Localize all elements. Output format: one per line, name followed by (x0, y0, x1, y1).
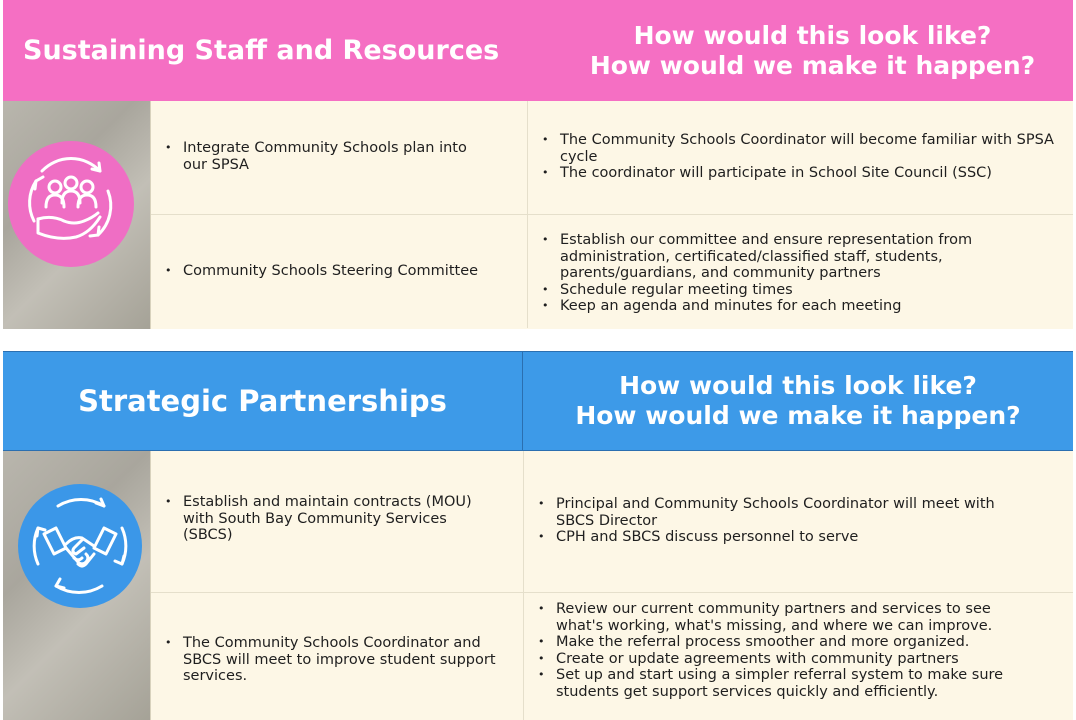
list-item: • Set up and start using a simpler referral system to make sure students get support services quickly and efficiently. (556, 667, 1036, 700)
list-item: • The Community Schools Coordinator and SBCS will meet to improve student support services. (183, 635, 508, 685)
section-rows (150, 451, 1073, 720)
question-line-1: How would this look like? (619, 371, 977, 400)
goal-cell (151, 451, 524, 592)
list-item: • Review our current community partners and services to see what's working, what's missing, and where we can improve. (556, 601, 1036, 634)
list-item: • Create or update agreements with community partners (556, 651, 1036, 668)
section-question (552, 0, 1073, 101)
actions-cell (528, 215, 1073, 328)
table-row (151, 215, 1073, 328)
section-title: Strategic Partnerships (3, 352, 523, 450)
goal-cell (151, 593, 524, 720)
sustaining-staff-section (3, 0, 1073, 329)
table-row (151, 101, 1073, 215)
list-item: • CPH and SBCS discuss personnel to serve (556, 529, 1026, 546)
list-item: • Community Schools Steering Committee (183, 263, 513, 280)
list-item: • Make the referral process smoother and more organized. (556, 634, 1036, 651)
community-hands-icon (8, 141, 134, 267)
actions-cell (524, 451, 1073, 592)
section-header (3, 351, 1073, 451)
list-item: • Establish our committee and ensure representation from administration, certificated/classified staff, students, parents/guardians, and community partners (560, 232, 1040, 282)
table-row (151, 593, 1073, 720)
question-line-2: How would we make it happen? (589, 50, 1036, 80)
goal-cell (151, 101, 528, 214)
list-item: • Integrate Community Schools plan into our SPSA (183, 140, 493, 173)
handshake-icon (18, 484, 142, 608)
list-item: • The Community Schools Coordinator will become familiar with SPSA cycle (560, 132, 1060, 165)
section-title: Sustaining Staff and Resources (3, 0, 552, 101)
question-line-2: How would we make it happen? (575, 401, 1021, 430)
list-item: • Establish and maintain contracts (MOU) with South Bay Community Services (SBCS) (183, 494, 493, 544)
section-rows (150, 101, 1073, 329)
question-line-1: How would this look like? (633, 20, 992, 50)
actions-cell (524, 593, 1073, 720)
list-item: • Schedule regular meeting times (560, 282, 1040, 299)
list-item: • The coordinator will participate in School Site Council (SSC) (560, 165, 1060, 182)
section-question (523, 352, 1073, 450)
strategic-partnerships-section (3, 351, 1073, 720)
section-side-panel (3, 101, 150, 329)
table-row (151, 451, 1073, 593)
list-item: • Principal and Community Schools Coordinator will meet with SBCS Director (556, 496, 1026, 529)
goal-cell (151, 215, 528, 328)
actions-cell (528, 101, 1073, 214)
list-item: • Keep an agenda and minutes for each meeting (560, 298, 1040, 315)
section-header (3, 0, 1073, 101)
section-side-panel (3, 451, 150, 720)
